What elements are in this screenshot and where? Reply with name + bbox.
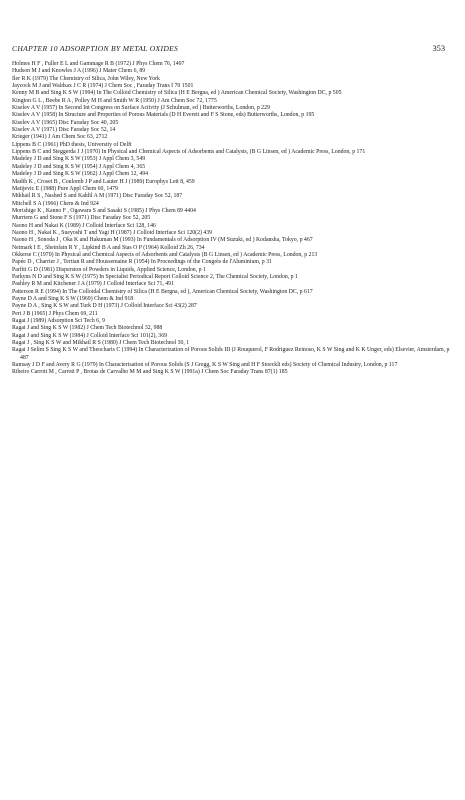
page-header — [12, 44, 453, 53]
reference-list — [12, 61, 453, 377]
reference-entry: Morishige K , Kanno F , Ogawara S and Sasaki S (1985) J Phys Chem 89 4404 — [12, 207, 196, 214]
reference-entry: Mitchell S A (1966) Chem & Ind 924 — [12, 200, 99, 207]
reference-entry: Peri J B (1965) J Phys Chem 69, 211 — [12, 310, 98, 317]
reference-entry: Neimark I E , Sheinfain R Y , Lipkind B A and Stas O P (1964) Kolloid Zh 26, 734 — [12, 244, 205, 251]
reference-entry: Parfitt G D (1981) Dispersion of Powders in Liquids, Applied Science, London, p 1 — [12, 266, 206, 273]
reference-entry: Ragai J Selim S Sing K S W and Theocharis C (1994) In Characterization of Porous Solids III (J Rouquerol, F Rodriguez Reinoso, K S W Sing and K K Unger, eds) Elsevier, Amsterdam, p 487 — [12, 347, 450, 361]
reference-entry: Murrtem G and Stone F S (1971) Disc Faraday Soc 52, 205 — [12, 215, 151, 222]
reference-entry: Patterson R E (1994) In The Colloidal Chemistry of Silica (H E Bergna, ed ), American Chemical Society, Washington DC, p 617 — [12, 288, 313, 295]
reference-entry: Kington G L , Beebe R A , Polley M H and Smith W R (1950) J Am Chem Soc 72, 1775 — [12, 97, 217, 104]
reference-entry: Ragai J (1989) Adsorption Sci Tech 6, 9 — [12, 318, 105, 325]
reference-entry: Kiselev A V (1971) Disc Faraday Soc 52, 14 — [12, 127, 116, 134]
reference-entry: Ramsay J D F and Avery R G (1979) In Characterisation of Porous Solids (S J Gregg, K S W Sing and H F Stoeckli eds) Society of Chemical Industry, London, p 117 — [12, 362, 398, 369]
reference-entry: Jaycock M J and Waldsax J C R (1974) J Chem Soc , Faraday Trans I 70 1501 — [12, 83, 194, 90]
reference-entry: Ribeiro Carrott M , Carrott P , Brotas de Carvalho M M and Sing K S W (1991a) J Chem Soc Faraday Trans 87(1) 185 — [12, 369, 288, 376]
reference-entry: Lippens B C (1961) PhD thesis, University of Delft — [12, 141, 132, 148]
reference-entry: Matijevic E (1988) Pure Appl Chem 60, 1479 — [12, 185, 118, 192]
reference-entry: Ragai J , Sing K S W and Mikhail R S (1980) J Chem Tech Biotechnol 30, 1 — [12, 340, 190, 347]
reference-entry: Naono H and Nakai K (1989) J Colloid Interface Sci 128, 146 — [12, 222, 156, 229]
reference-entry: Lippens B C and Steggerda J J (1970) In Physical and Chemical Aspects of Adsorbents and Catalysts, (B G Linsen, ed ) Academic Press, London, p 171 — [12, 149, 366, 156]
reference-entry: Ragai J and Sing K S W (1982) J Chem Tech Biotechnol 32, 988 — [12, 325, 163, 332]
reference-entry: Iler R K (1979) The Chemistry of Silica, John Wiley, New York — [12, 75, 160, 82]
reference-entry: Pashley R M and Kitchener J A (1979) J Colloid Interface Sci 71, 491 — [12, 281, 174, 288]
reference-entry: Mikhail R S , Nashed S and Kahlil A M (1971) Disc Faraday Soc 52, 187 — [12, 193, 183, 200]
reference-entry: Naono H , Sonoda J , Oka K and Hakuman M (1993) In Fundamentals of Adsorption IV (M Suzuki, ed ) Kodansha, Tokyo, p 467 — [12, 237, 313, 244]
reference-entry: Krieger (1941) J Am Chem Soc 63, 2712 — [12, 134, 108, 141]
reference-entry: Payne D A , Sing K S W and Turk D H (1973) J Colloid Interface Sci 43(2) 287 — [12, 303, 197, 310]
reference-entry: Naono H , Nakai K , Sueyoshi T and Yagi H (1987) J Colloid Interface Sci 120(2) 439 — [12, 229, 213, 236]
reference-entry: Payne D A and Sing K S W (1969) Chem & Ind 918 — [12, 296, 134, 302]
reference-entry: Hudson M J and Knowles J A (1996) J Mater Chem 6, 89 — [12, 68, 146, 75]
reference-entry: Papée D , Charrier J , Tertian R and Houssemaine R (1954) In Proceedings of the Congrès de l'Aluminium, p 31 — [12, 259, 272, 266]
reference-entry: Parkyns N D and Sing K S W (1975) In Specialist Periodical Report Colloid Science 2, The Chemical Society, London, p 1 — [12, 273, 298, 280]
reference-entry: Ragai J and Sing K S W (1984) J Colloid Interface Sci 101(2), 369 — [12, 332, 167, 339]
reference-entry: Kiselev A V (1958) In Structure and Properties of Porous Materials (D H Everett and F S Stone, eds) Butterworths, London, p 195 — [12, 112, 315, 119]
reference-entry: Madeley J D and Sing K S W (1953) J Appl Chem 3, 549 — [12, 156, 146, 163]
page-number: 353 — [432, 44, 445, 53]
reference-entry: Madeley J D and Sing K S W (1962) J Appl Chem 12, 494 — [12, 171, 149, 178]
reference-entry: Kiselev A V (1965) Disc Faraday Soc 40, 205 — [12, 119, 119, 126]
reference-entry: Kenny M B and Sing K S W (1994) In The Colloid Chemistry of Silica (H E Bergna, ed ) American Chemical Society, Washington DC, p 505 — [12, 90, 342, 97]
reference-entry: Okkerse C (1970) In Physical and Chemical Aspects of Adsorbents and Catalysts (B G Linsen, ed ) Academic Press, London, p 213 — [12, 251, 318, 258]
running-head: CHAPTER 10 ADSORPTION BY METAL OXIDES — [12, 44, 179, 53]
reference-entry: Madeley J D and Sing K S W (1954) J Appl Chem 4, 365 — [12, 163, 146, 170]
reference-entry: Holmes H F , Fuller E L and Gammage R B (1972) J Phys Chem 76, 1497 — [12, 61, 185, 67]
reference-entry: Madih K , Croset B , Coulomb J P and Lauter H J (1989) Europhys Lett 8, 459 — [12, 178, 195, 185]
reference-entry: Kiselev A V (1957) In Second Int Congress on Surface Activity (J Schulman, ed ) Butterworths, London, p 229 — [12, 105, 270, 112]
